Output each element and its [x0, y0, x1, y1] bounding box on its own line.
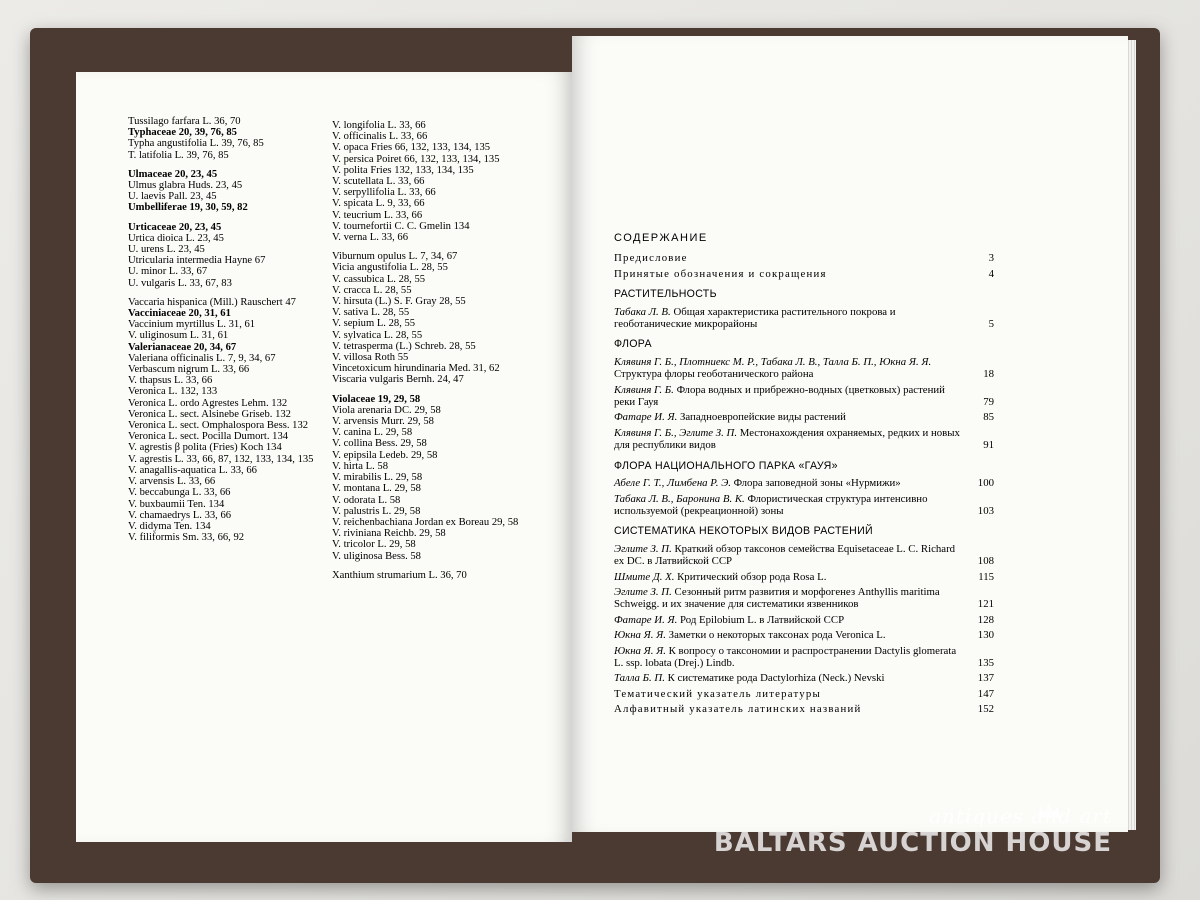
- toc-item-page: 103: [977, 504, 994, 517]
- index-entry: V. cassubica L. 28, 55: [332, 273, 426, 285]
- index-entry: V. serpyllifolia L. 33, 66: [332, 187, 436, 199]
- index-column-2: [332, 120, 562, 581]
- toc-item-page: 152: [977, 703, 994, 716]
- toc-item-page: 18: [983, 368, 994, 381]
- watermark: [714, 804, 1112, 858]
- index-entry: T. latifolia L. 39, 76, 85: [128, 149, 229, 161]
- index-entry: V. thapsus L. 33, 66: [128, 375, 213, 387]
- index-entry: Xanthium strumarium L. 36, 70: [332, 569, 467, 581]
- index-column-1: [128, 116, 328, 543]
- index-entry: V. arvensis L. 33, 66: [128, 476, 216, 488]
- index-entry: V. uliginosum L. 31, 61: [128, 330, 229, 342]
- index-entry: V. collina Bess. 29, 58: [332, 438, 427, 450]
- index-entry: V. polita Fries 132, 133, 134, 135: [332, 164, 474, 176]
- index-entry: V. officinalis L. 33, 66: [332, 131, 428, 143]
- watermark-tagline: antiques and art: [929, 804, 1112, 828]
- toc-item-page: 130: [977, 629, 994, 642]
- index-entry: Veronica L. sect. Alsinebe Griseb. 132: [128, 408, 291, 420]
- toc-item-title: К вопросу о таксономии и распространении Dactylis glomerata L. ssp. lobata (Drej.) Lindb.: [614, 644, 957, 669]
- index-entry: V. buxbaumii Ten. 134: [128, 498, 225, 510]
- index-entry: Valeriana officinalis L. 7, 9, 34, 67: [128, 352, 276, 364]
- index-entry: V. cracca L. 28, 55: [332, 284, 412, 296]
- toc-item-author: Талла Б. П.: [614, 672, 665, 685]
- toc-item-author: Клявиня Г. Б., Плотниекс М. Р., Табака Л. В., Талла Б. П., Юкна Я. Я.: [614, 355, 932, 368]
- index-entry: V. tricolor L. 29, 58: [332, 539, 416, 551]
- toc-item: [614, 356, 994, 381]
- index-entry: U. laevis Pall. 23, 45: [128, 191, 217, 203]
- toc-item-author: Фатаре И. Я.: [614, 613, 678, 626]
- index-entry: Valerianaceae 20, 34, 67: [128, 341, 237, 353]
- toc-item: [614, 672, 994, 684]
- toc-section-heading: РАСТИТЕЛЬНОСТЬ: [614, 288, 717, 301]
- index-entry: V. opaca Fries 66, 132, 133, 134, 135: [332, 142, 491, 154]
- toc-item: [614, 427, 994, 452]
- index-entry: V. chamaedrys L. 33, 66: [128, 509, 232, 521]
- index-entry: V. agrestis β polita (Fries) Koch 134: [128, 442, 282, 454]
- index-entry: V. beccabunga L. 33, 66: [128, 487, 231, 499]
- index-entry: V. agrestis L. 33, 66, 87, 132, 133, 134, 135: [128, 453, 314, 465]
- toc-item-author: Клявиня Г. Б., Эглите З. П.: [614, 426, 738, 439]
- toc-item-page: 5: [988, 318, 994, 331]
- index-entry: V. hirsuta (L.) S. F. Gray 28, 55: [332, 296, 466, 308]
- toc-item-title: Флора водных и прибрежно-водных (цветковых) растений реки Гауя: [614, 383, 945, 409]
- toc-item-page: 137: [977, 672, 994, 685]
- toc-item-page: 121: [977, 598, 994, 611]
- index-entry: V. odorata L. 58: [332, 494, 401, 506]
- index-entry: Typha angustifolia L. 39, 76, 85: [128, 138, 264, 150]
- index-entry: Veronica L. ordo Agrestes Lehm. 132: [128, 397, 288, 409]
- index-entry: Umbelliferae 19, 30, 59, 82: [128, 202, 248, 214]
- index-entry: V. epipsila Ledeb. 29, 58: [332, 449, 438, 461]
- toc-item-author: Табака Л. В.: [614, 305, 671, 318]
- toc-item-title: Критический обзор рода Rosa L.: [677, 570, 827, 583]
- index-entry: U. minor L. 33, 67: [128, 266, 208, 278]
- toc-item-author: Шмите Д. Х.: [614, 570, 675, 583]
- index-entry: V. verna L. 33, 66: [332, 232, 409, 244]
- toc-item-page: 115: [978, 570, 994, 583]
- toc-item-title: Западноевропейские виды растений: [680, 411, 846, 424]
- index-entry: V. teucrium L. 33, 66: [332, 209, 423, 221]
- index-entry: Vacciniaceae 20, 31, 61: [128, 308, 231, 320]
- index-entry: Veronica L. sect. Omphalospora Bess. 132: [128, 420, 309, 432]
- toc-item: [614, 477, 994, 489]
- toc-item-author: Юкна Я. Я.: [614, 629, 666, 642]
- toc-item: [614, 411, 994, 423]
- index-entry: V. sativa L. 28, 55: [332, 307, 410, 319]
- index-entry: V. uliginosa Bess. 58: [332, 550, 421, 562]
- index-entry: V. sylvatica L. 28, 55: [332, 329, 423, 341]
- toc-item-page: 128: [977, 613, 994, 626]
- index-entry: Tussilago farfara L. 36, 70: [128, 116, 241, 127]
- toc-item-title: Род Epilobium L. в Латвийской ССР: [680, 613, 845, 626]
- toc-item-page: 147: [977, 687, 994, 700]
- index-entry: Violaceae 19, 29, 58: [332, 393, 421, 405]
- toc-item: [614, 645, 994, 670]
- index-entry: V. villosa Roth 55: [332, 352, 409, 364]
- index-entry: U. vulgaris L. 33, 67, 83: [128, 277, 232, 289]
- toc-item-author: Фатаре И. Я.: [614, 411, 678, 424]
- index-entry: Viburnum opulus L. 7, 34, 67: [332, 251, 458, 263]
- index-entry: V. canina L. 29, 58: [332, 427, 413, 439]
- index-entry: Viola arenaria DC. 29, 58: [332, 404, 441, 416]
- index-entry: Urtica dioica L. 23, 45: [128, 232, 224, 244]
- index-entry: Veronica L. sect. Pocilla Dumort. 134: [128, 431, 289, 443]
- toc-item: [614, 493, 994, 518]
- toc-item: [614, 614, 994, 626]
- index-entry: Urticaceae 20, 23, 45: [128, 221, 222, 233]
- index-entry: Ulmaceae 20, 23, 45: [128, 168, 218, 180]
- table-of-contents: [614, 232, 994, 719]
- toc-item-title: Заметки о некоторых таксонах рода Veronica L.: [668, 629, 886, 642]
- toc-item: [614, 543, 994, 568]
- index-entry: Utricularia intermedia Hayne 67: [128, 255, 266, 267]
- toc-item-page: 100: [977, 477, 994, 490]
- toc-item: [614, 571, 994, 583]
- toc-item: [614, 586, 994, 611]
- index-entry: V. didyma Ten. 134: [128, 520, 211, 532]
- index-entry: V. sepium L. 28, 55: [332, 318, 416, 330]
- toc-item-title: Принятые обозначения и сокращения: [614, 267, 827, 280]
- toc-section-heading: СИСТЕМАТИКА НЕКОТОРЫХ ВИДОВ РАСТЕНИЙ: [614, 525, 873, 538]
- toc-item: [614, 629, 994, 641]
- toc-item-page: 3: [988, 252, 994, 265]
- index-entry: Veronica L. 132, 133: [128, 386, 218, 398]
- index-entry: V. riviniana Reichb. 29, 58: [332, 528, 446, 540]
- index-entry: V. anagallis-aquatica L. 33, 66: [128, 464, 257, 476]
- index-entry: V. tetrasperma (L.) Schreb. 28, 55: [332, 340, 476, 352]
- index-entry: V. montana L. 29, 58: [332, 483, 421, 495]
- index-entry: V. reichenbachiana Jordan ex Boreau 29, 58: [332, 516, 519, 528]
- toc-item-author: Эглите З. П.: [614, 585, 672, 598]
- toc-item-author: Табака Л. В., Баронина В. К.: [614, 492, 745, 505]
- toc-item-title: Флористическая структура интенсивно используемой (рекреационной) зоны: [614, 492, 928, 517]
- index-entry: V. scutellata L. 33, 66: [332, 176, 425, 188]
- toc-item: [614, 306, 994, 331]
- index-entry: V. mirabilis L. 29, 58: [332, 472, 423, 484]
- toc-item-page: 4: [988, 267, 994, 280]
- toc-item-title: Местонахождения охраняемых, редких и новых для республики видов: [614, 426, 960, 452]
- toc-section-heading: ФЛОРА НАЦИОНАЛЬНОГО ПАРКА «ГАУЯ»: [614, 459, 838, 472]
- index-entry: Verbascum nigrum L. 33, 66: [128, 364, 250, 376]
- toc-title: СОДЕРЖАНИЕ: [614, 232, 708, 244]
- toc-item: [614, 703, 994, 715]
- toc-item: [614, 252, 994, 264]
- index-entry: Vincetoxicum hirundinaria Med. 31, 62: [332, 363, 500, 375]
- toc-item-title: Сезонный ритм развития и морфогенез Anthyllis maritima Schweigg. и их значение для систематики язвенников: [614, 585, 940, 611]
- toc-item-title: Краткий обзор таксонов семейства Equisetaceae L. C. Richard ex DC. в Латвийской ССР: [614, 542, 956, 568]
- index-entry: V. filiformis Sm. 33, 66, 92: [128, 532, 245, 544]
- index-entry: Vicia angustifolia L. 28, 55: [332, 262, 448, 274]
- index-entry: V. persica Poiret 66, 132, 133, 134, 135: [332, 153, 500, 165]
- toc-item-author: Абеле Г. Т., Лимбена Р. Э.: [614, 477, 731, 490]
- index-entry: V. hirta L. 58: [332, 460, 389, 472]
- index-entry: V. longifolia L. 33, 66: [332, 120, 426, 131]
- index-entry: Viscaria vulgaris Bernh. 24, 47: [332, 374, 464, 386]
- toc-item-title: Предисловие: [614, 252, 688, 265]
- toc-item: [614, 688, 994, 700]
- index-entry: Vaccinium myrtillus L. 31, 61: [128, 319, 256, 331]
- toc-item-title: Структура флоры геоботанического района: [614, 368, 814, 381]
- index-entry: U. urens L. 23, 45: [128, 244, 205, 256]
- toc-item-page: 108: [977, 555, 994, 568]
- toc-item: [614, 268, 994, 280]
- toc-item-title: Тематический указатель литературы: [614, 687, 821, 700]
- watermark-brand: BALTARS AUCTION HOUSE: [713, 828, 1112, 858]
- index-entry: V. spicata L. 9, 33, 66: [332, 198, 425, 210]
- toc-item-title: Общая характеристика растительного покрова и геоботанические микрорайоны: [614, 305, 896, 331]
- toc-item-title: Алфавитный указатель латинских названий: [614, 703, 862, 716]
- index-entry: Typhaceae 20, 39, 76, 85: [128, 127, 237, 139]
- index-entry: V. palustris L. 29, 58: [332, 505, 421, 517]
- toc-item-title: Флора заповедной зоны «Нурмижи»: [733, 477, 901, 490]
- toc-item-author: Юкна Я. Я.: [614, 644, 666, 657]
- index-entry: Vaccaria hispanica (Mill.) Rauschert 47: [128, 296, 296, 308]
- toc-section-heading: ФЛОРА: [614, 338, 652, 351]
- toc-item-page: 79: [983, 396, 994, 409]
- index-entry: V. tournefortii C. C. Gmelin 134: [332, 220, 470, 232]
- toc-item: [614, 384, 994, 409]
- toc-item-page: 135: [977, 656, 994, 669]
- index-entry: Ulmus glabra Huds. 23, 45: [128, 180, 243, 192]
- toc-item-page: 85: [983, 411, 994, 424]
- index-entry: V. arvensis Murr. 29, 58: [332, 416, 434, 428]
- toc-entries: [614, 252, 994, 715]
- toc-item-author: Клявиня Г. Б.: [614, 383, 674, 396]
- toc-item-page: 91: [983, 439, 994, 452]
- toc-item-author: Эглите З. П.: [614, 542, 672, 555]
- toc-item-title: К систематике рода Dactylorhiza (Neck.) Nevski: [667, 672, 885, 685]
